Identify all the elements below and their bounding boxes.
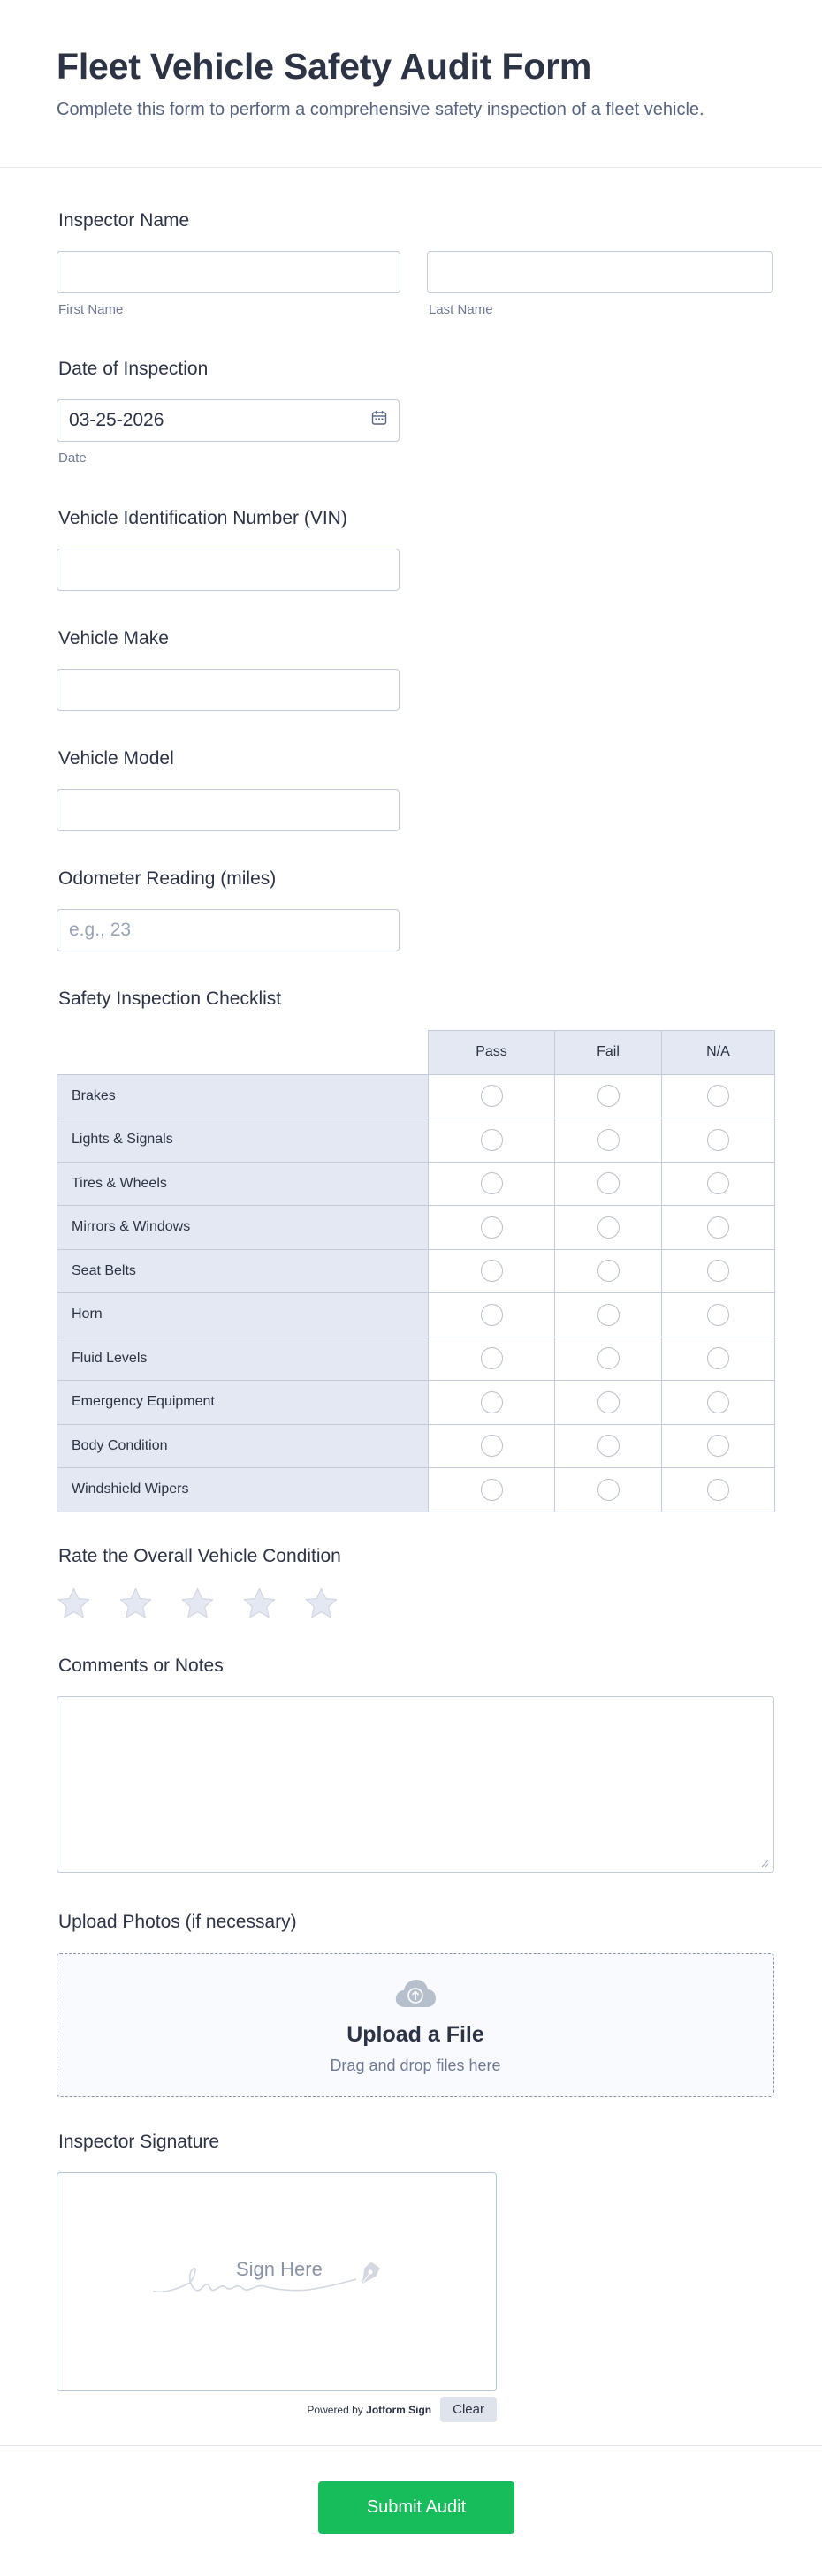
comments-textarea[interactable] [57,1696,774,1873]
matrix-cell [429,1293,555,1337]
make-input[interactable] [57,669,400,711]
star-icon[interactable] [180,1587,215,1620]
vin-label: Vehicle Identification Number (VIN) [58,508,347,528]
radio-button[interactable] [597,1347,620,1369]
radio-button[interactable] [597,1085,620,1107]
radio-button[interactable] [707,1304,729,1326]
upload-subtitle: Drag and drop files here [330,2057,501,2074]
matrix-col-na: N/A [662,1031,775,1075]
star-icon[interactable] [57,1587,91,1620]
make-label: Vehicle Make [58,628,169,648]
date-value: 03-25-2026 [69,410,164,430]
star-icon[interactable] [304,1587,339,1620]
table-row [57,1162,775,1206]
matrix-row-label: Body Condition [57,1424,429,1468]
matrix-cell [429,1074,555,1118]
matrix-row-label: Lights & Signals [57,1118,429,1163]
table-row [57,1337,775,1381]
matrix-col-fail: Fail [555,1031,662,1075]
checklist-label: Safety Inspection Checklist [58,989,282,1009]
radio-button[interactable] [597,1129,620,1151]
matrix-row-label: Seat Belts [57,1249,429,1293]
radio-button[interactable] [481,1479,503,1501]
matrix-corner [57,1031,429,1075]
signature-label: Inspector Signature [58,2132,220,2152]
matrix-cell [555,1468,662,1512]
form-footer [0,2445,822,2576]
inspector-name-field [57,210,773,317]
radio-button[interactable] [707,1260,729,1282]
star-icon[interactable] [242,1587,277,1620]
date-label: Date of Inspection [58,359,209,379]
upload-title: Upload a File [346,2022,484,2047]
upload-field [57,1912,773,2097]
odometer-field [57,868,773,951]
form-header [0,0,822,168]
radio-button[interactable] [707,1391,729,1413]
matrix-row-label: Windshield Wipers [57,1468,429,1512]
model-field [57,748,773,831]
last-name-sublabel: Last Name [429,302,493,317]
checklist-matrix [57,1030,775,1512]
matrix-row-label: Mirrors & Windows [57,1206,429,1250]
matrix-cell [662,1468,775,1512]
matrix-cell [429,1162,555,1206]
matrix-row-label: Horn [57,1293,429,1337]
first-name-sublabel: First Name [58,302,124,317]
matrix-cell [429,1424,555,1468]
date-sublabel: Date [58,451,87,466]
matrix-cell [662,1162,775,1206]
matrix-cell [429,1468,555,1512]
radio-button[interactable] [707,1129,729,1151]
rating-field [57,1546,773,1620]
radio-button[interactable] [707,1479,729,1501]
powered-brand: Jotform Sign [366,2403,432,2416]
odometer-placeholder: e.g., 23 [69,920,132,940]
matrix-row-label: Emergency Equipment [57,1381,429,1425]
matrix-row-label: Brakes [57,1074,429,1118]
matrix-cell [555,1074,662,1118]
date-field [57,359,773,466]
clear-signature-button[interactable]: Clear [440,2397,497,2422]
matrix-cell [555,1249,662,1293]
matrix-cell [429,1118,555,1163]
model-label: Vehicle Model [58,748,174,769]
inspector-name-label: Inspector Name [58,210,190,231]
model-input[interactable] [57,789,400,831]
radio-button[interactable] [707,1347,729,1369]
first-name-input[interactable] [57,251,400,293]
radio-button[interactable] [597,1216,620,1239]
radio-button[interactable] [481,1129,503,1151]
radio-button[interactable] [597,1479,620,1501]
powered-by [307,2404,431,2416]
matrix-cell [662,1293,775,1337]
odometer-label: Odometer Reading (miles) [58,868,277,889]
vin-input[interactable] [57,549,400,591]
matrix-cell [662,1424,775,1468]
matrix-cell [429,1337,555,1381]
matrix-cell [662,1118,775,1163]
table-row [57,1468,775,1512]
vin-field [57,508,773,591]
rating-label: Rate the Overall Vehicle Condition [58,1546,341,1566]
radio-button[interactable] [707,1172,729,1194]
checklist-field [57,989,773,1512]
upload-label: Upload Photos (if necessary) [58,1912,297,1932]
make-field [57,628,773,711]
table-row [57,1118,775,1163]
matrix-row-label: Tires & Wheels [57,1162,429,1206]
matrix-cell [662,1074,775,1118]
matrix-cell [555,1381,662,1425]
matrix-cell [555,1337,662,1381]
radio-button[interactable] [481,1085,503,1107]
star-icon[interactable] [118,1587,153,1620]
signature-field [57,2132,773,2422]
form-title: Fleet Vehicle Safety Audit Form [57,46,592,87]
signature-footer [57,2397,497,2422]
matrix-cell [429,1206,555,1250]
radio-button[interactable] [597,1391,620,1413]
radio-button[interactable] [481,1391,503,1413]
radio-button[interactable] [481,1172,503,1194]
form-subtitle: Complete this form to perform a comprehensive safety inspection of a fleet vehicle. [57,100,704,119]
calendar-icon[interactable] [371,410,387,431]
matrix-cell [555,1424,662,1468]
radio-button[interactable] [597,1435,620,1457]
table-row [57,1074,775,1118]
radio-button[interactable] [481,1304,503,1326]
comments-label: Comments or Notes [58,1655,224,1676]
radio-button[interactable] [707,1435,729,1457]
cloud-upload-icon [394,1997,437,2012]
radio-button[interactable] [597,1304,620,1326]
table-row [57,1206,775,1250]
radio-button[interactable] [481,1216,503,1239]
signature-placeholder: Sign Here [236,2258,323,2280]
matrix-cell [662,1381,775,1425]
radio-button[interactable] [597,1172,620,1194]
radio-button[interactable] [597,1260,620,1282]
matrix-cell [555,1293,662,1337]
matrix-cell [662,1249,775,1293]
powered-prefix: Powered by [307,2403,363,2416]
radio-button[interactable] [481,1435,503,1457]
matrix-col-pass: Pass [429,1031,555,1075]
date-input[interactable] [57,399,400,442]
radio-button[interactable] [481,1347,503,1369]
matrix-cell [555,1206,662,1250]
matrix-cell [429,1381,555,1425]
matrix-cell [555,1118,662,1163]
upload-dropzone[interactable] [57,1953,774,2097]
matrix-row-label: Fluid Levels [57,1337,429,1381]
matrix-cell [662,1206,775,1250]
resize-grip-icon[interactable] [760,1859,769,1868]
table-row [57,1249,775,1293]
odometer-input[interactable] [57,909,400,951]
table-row [57,1293,775,1337]
submit-button[interactable]: Submit Audit [318,2481,514,2534]
star-rating [57,1587,773,1620]
comments-field [57,1655,773,1873]
last-name-input[interactable] [427,251,773,293]
matrix-cell [555,1162,662,1206]
signature-pad[interactable] [57,2172,497,2391]
matrix-cell [662,1337,775,1381]
radio-button[interactable] [707,1085,729,1107]
matrix-cell [429,1249,555,1293]
table-row [57,1381,775,1425]
radio-button[interactable] [481,1260,503,1282]
table-row [57,1424,775,1468]
radio-button[interactable] [707,1216,729,1239]
